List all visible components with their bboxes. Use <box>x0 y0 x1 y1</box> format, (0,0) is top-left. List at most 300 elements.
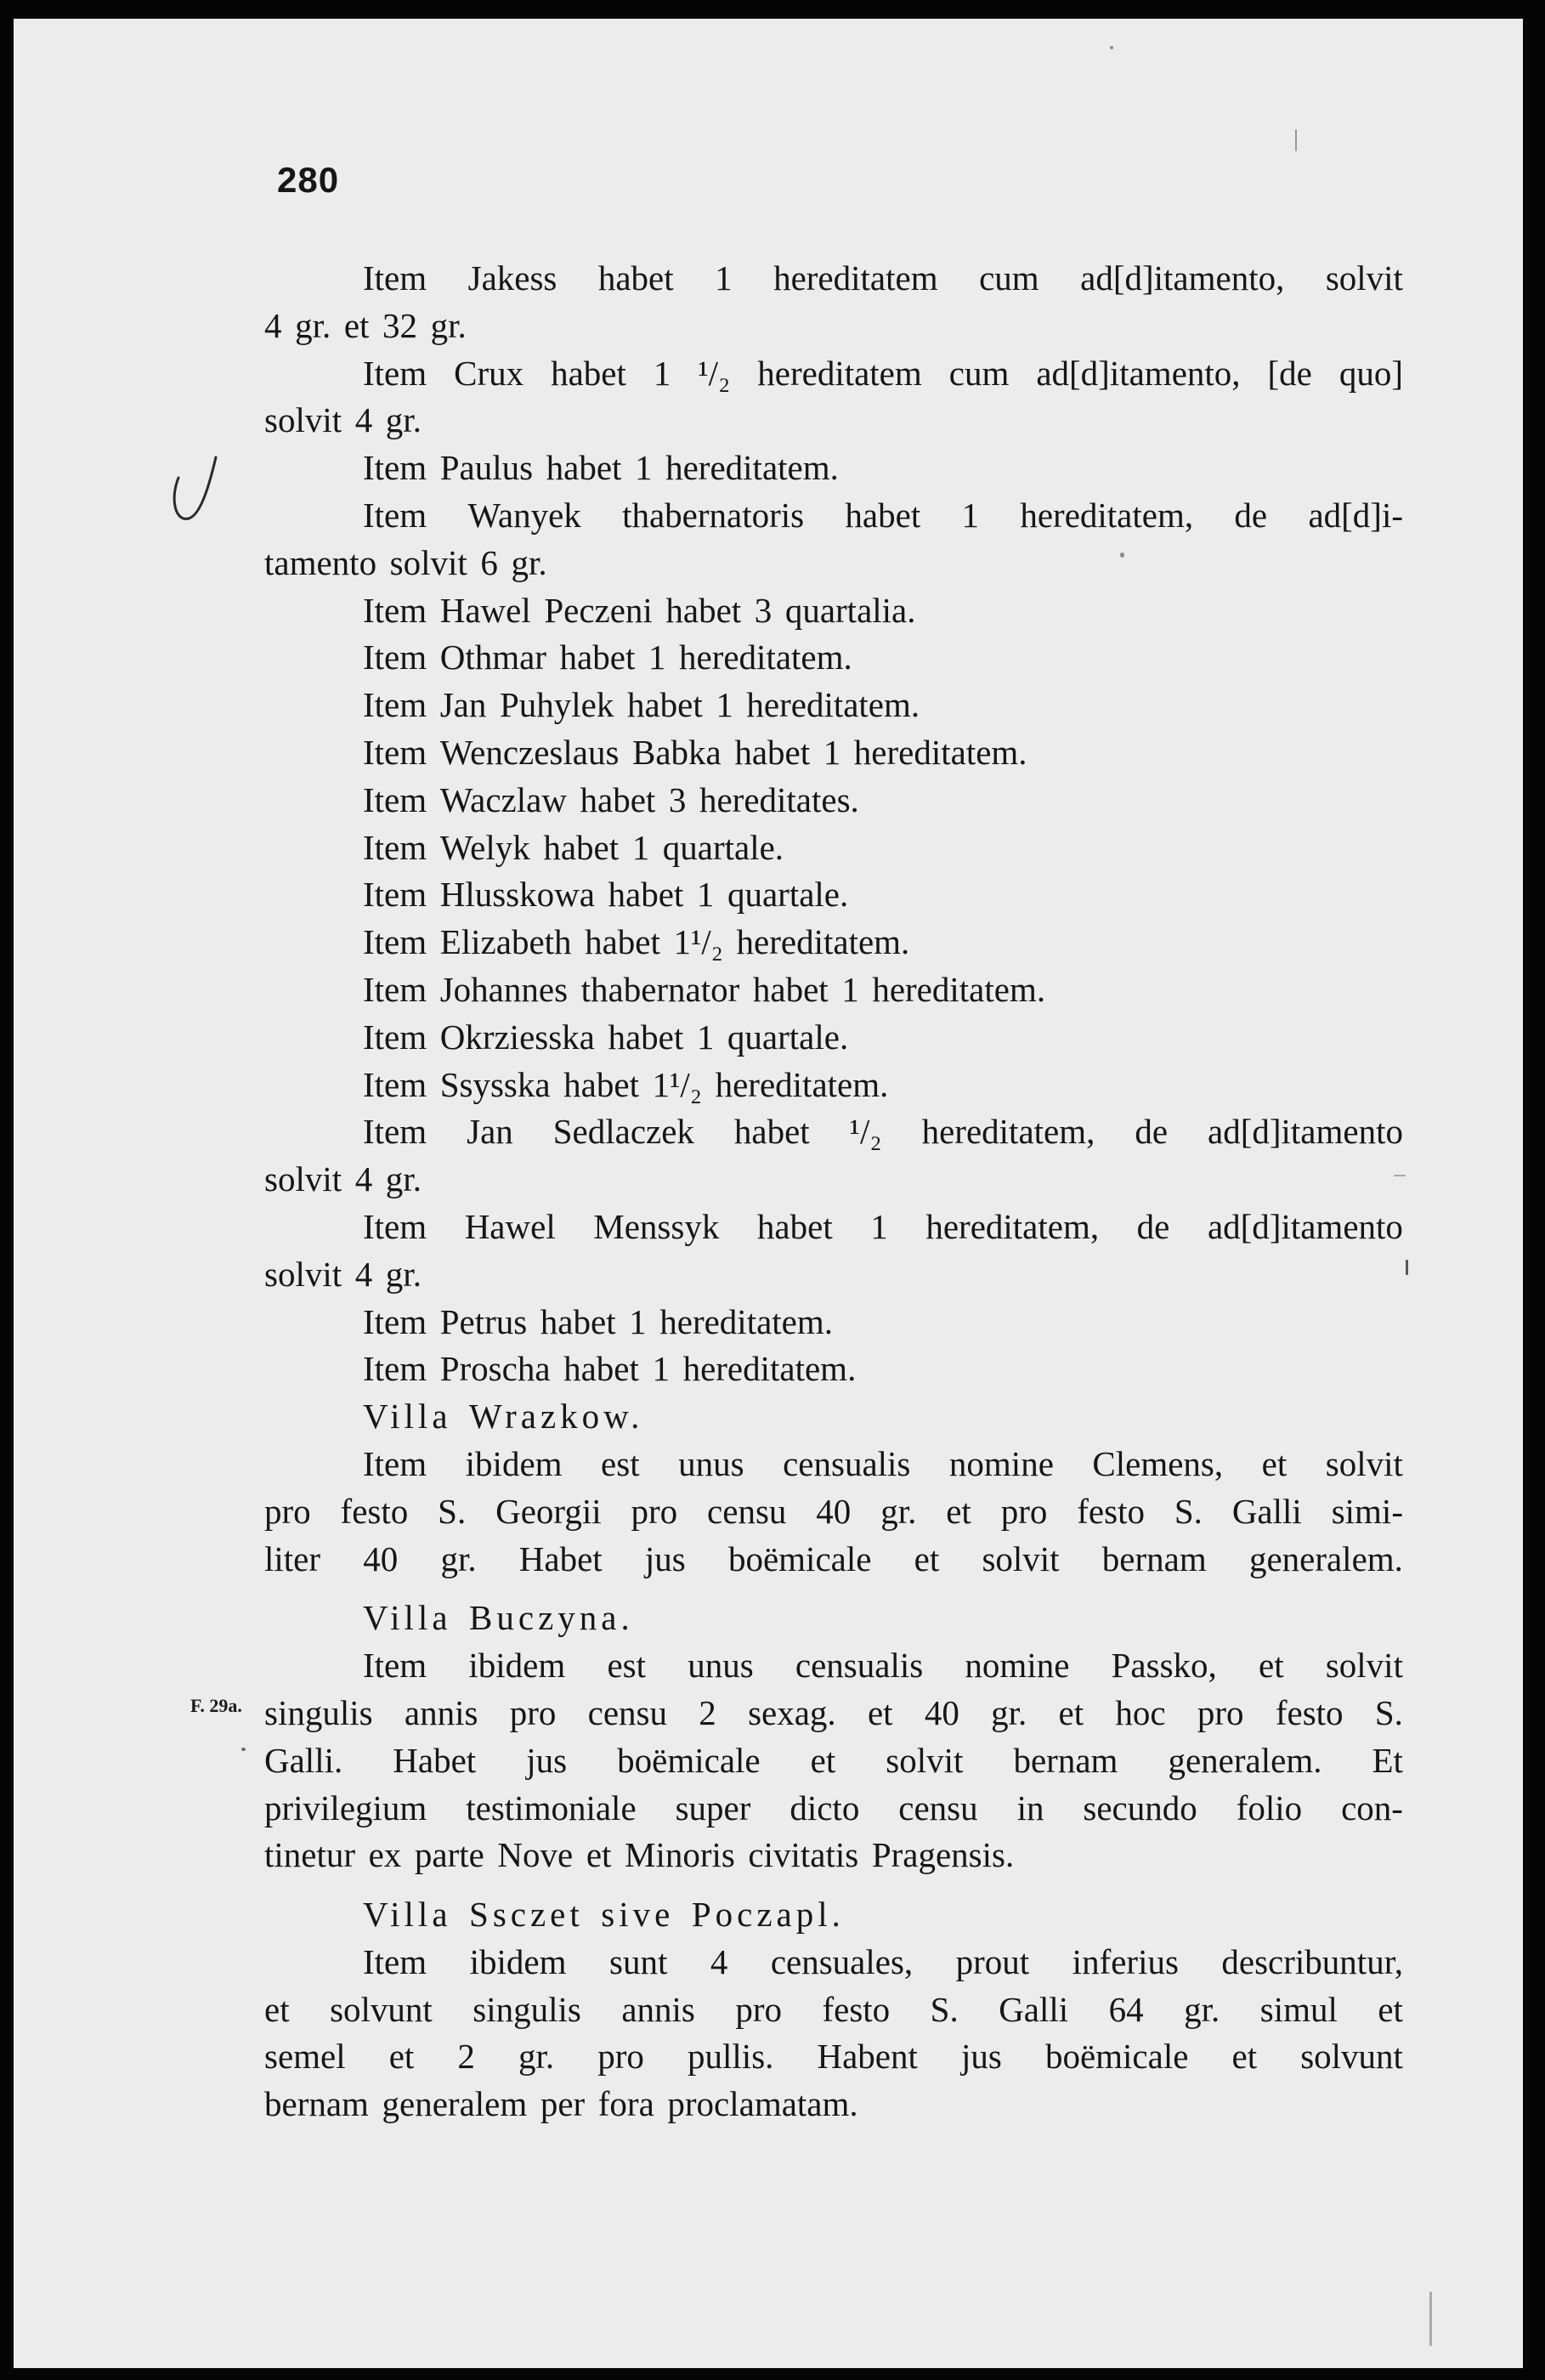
word: solvit <box>264 1159 342 1199</box>
word: pro <box>264 1491 311 1531</box>
word: ¹/₂ <box>849 1112 882 1152</box>
word: unus <box>678 1443 744 1483</box>
text-line <box>264 777 1403 824</box>
word: hereditatem. <box>853 732 1027 772</box>
word: pro <box>597 2037 644 2077</box>
word: ibidem <box>465 1443 563 1483</box>
word: ad[d]itamento <box>1207 1206 1403 1246</box>
word: Item <box>363 638 427 677</box>
word: Jan <box>439 685 487 725</box>
word: Item <box>363 590 427 630</box>
word: et <box>1378 1989 1403 2029</box>
section-heading <box>264 1393 1403 1441</box>
word: censualis <box>795 1646 924 1686</box>
word: 1 <box>696 1017 715 1057</box>
word: secundo <box>1083 1788 1197 1828</box>
word: nomine <box>948 1443 1054 1483</box>
text-line <box>264 824 1403 872</box>
word: 64 <box>1108 1989 1144 2029</box>
word: S. <box>1174 1491 1203 1531</box>
word: Hawel <box>439 590 531 630</box>
word: et <box>388 2037 415 2077</box>
word: super <box>675 1788 751 1828</box>
word: 1¹/₂ <box>673 922 723 962</box>
word: habet <box>540 1301 616 1341</box>
word: 4 <box>354 1159 373 1199</box>
text-line <box>264 1785 1403 1833</box>
paper-speck <box>1120 552 1124 558</box>
word: 1 <box>648 638 666 677</box>
word: 3 <box>754 590 772 630</box>
text-line <box>264 682 1403 729</box>
word: tinetur <box>264 1835 356 1875</box>
word: simi- <box>1331 1491 1403 1531</box>
text-line <box>264 2033 1403 2081</box>
text-line <box>264 1299 1403 1346</box>
text-line <box>264 1062 1403 1109</box>
word: Georgii <box>495 1491 602 1531</box>
word: thabernatoris <box>622 495 805 535</box>
word: Item <box>363 922 427 962</box>
word: hereditatem, <box>921 1112 1095 1152</box>
word: Peczeni <box>544 590 653 630</box>
word: generalem. <box>1168 1740 1322 1780</box>
word: censu <box>898 1788 978 1828</box>
word: Habet <box>518 1538 603 1578</box>
word: folio <box>1236 1788 1303 1828</box>
word: Item <box>363 1443 427 1483</box>
word: 2 <box>457 2037 475 2077</box>
text-line <box>264 350 1403 398</box>
word: boëmicale <box>1044 2037 1189 2077</box>
word: jus <box>961 2037 1002 2077</box>
word: habet <box>665 590 742 630</box>
text-line <box>264 1014 1403 1062</box>
word: Habent <box>817 2037 918 2077</box>
word: Item <box>363 1017 427 1057</box>
word: pro <box>735 1989 783 2029</box>
page-number: 280 <box>277 160 340 200</box>
word: solvit <box>264 1254 342 1294</box>
text-line <box>264 1156 1403 1204</box>
word: dicto <box>789 1788 860 1828</box>
word: ¹/₂ <box>698 353 731 393</box>
word: Item <box>363 1941 427 1981</box>
word: 1 <box>716 685 733 725</box>
word: Villa <box>363 1397 452 1436</box>
word: Babka <box>632 732 722 772</box>
text-line <box>264 1690 1403 1737</box>
word: Othmar <box>439 638 546 677</box>
word: Menssyk <box>593 1206 720 1246</box>
word: gr. <box>295 305 331 345</box>
word: et <box>1058 1692 1084 1732</box>
word: quartalia. <box>784 590 916 630</box>
word: 1 <box>653 353 671 393</box>
word: Item <box>363 1349 427 1389</box>
word: liter <box>264 1538 321 1578</box>
word: semel <box>264 2037 346 2077</box>
word: ad[d]i- <box>1308 495 1403 535</box>
word: Okrziesska <box>439 1017 595 1057</box>
word: Item <box>363 732 427 772</box>
word: annis <box>404 1692 478 1732</box>
word: gr. <box>1184 1989 1220 2029</box>
word: habet <box>756 1206 833 1246</box>
word: Item <box>363 448 427 488</box>
word: solvunt <box>330 1989 433 2029</box>
word: sunt <box>608 1941 668 1981</box>
word: ex <box>368 1835 402 1875</box>
word: 4 <box>354 1254 373 1294</box>
word: S. <box>438 1491 467 1531</box>
word: Galli <box>999 1989 1069 2029</box>
word: hereditates. <box>699 779 859 819</box>
word: sive <box>601 1895 675 1935</box>
word: Wanyek <box>467 495 581 535</box>
word: Hawel <box>464 1206 556 1246</box>
word: tamento <box>264 542 377 582</box>
word: cum <box>948 353 1010 393</box>
word: habet <box>626 685 703 725</box>
word: quartale. <box>662 827 784 867</box>
word: Crux <box>454 353 524 393</box>
word: habet <box>608 875 684 915</box>
word: gr. <box>511 542 547 582</box>
word: hereditatem, <box>1020 495 1194 535</box>
word: festo <box>340 1491 409 1531</box>
word: singulis <box>264 1692 373 1732</box>
word: pro <box>1197 1692 1244 1732</box>
word: Item <box>363 1301 427 1341</box>
text-line <box>264 1108 1403 1156</box>
word: est <box>607 1646 646 1686</box>
word: 4 <box>354 400 373 440</box>
word: Petrus <box>439 1301 528 1341</box>
word: 1 <box>631 827 650 867</box>
word: Et <box>1372 1740 1403 1780</box>
word: gr. <box>440 1538 477 1578</box>
word: 40 <box>924 1692 959 1732</box>
word: Johannes <box>439 969 569 1009</box>
word: generalem. <box>1248 1538 1403 1578</box>
word: Jakess <box>467 258 557 298</box>
word: privilegium <box>264 1788 427 1828</box>
word: 1 <box>629 1301 647 1341</box>
word: Passko, <box>1111 1646 1217 1686</box>
word: bernam <box>264 2084 369 2124</box>
word: S. <box>930 1989 959 2029</box>
word: Elizabeth <box>439 922 572 962</box>
text-line <box>264 255 1403 303</box>
word: 1 <box>870 1206 888 1246</box>
word: 3 <box>668 779 687 819</box>
word: in <box>1016 1788 1044 1828</box>
paper-speck <box>1110 46 1113 49</box>
word: habet <box>733 1112 810 1152</box>
word: Item <box>363 875 427 915</box>
word: Item <box>363 779 427 819</box>
word: 1¹/₂ <box>652 1064 703 1104</box>
word: solvit <box>1325 1646 1403 1686</box>
word: Clemens, <box>1092 1443 1224 1483</box>
word: jus <box>526 1740 568 1780</box>
word: 1 <box>961 495 980 535</box>
word: 1 <box>715 258 733 298</box>
text-line <box>264 729 1403 777</box>
word: solvit <box>886 1740 964 1780</box>
text-line <box>264 1939 1403 1986</box>
word: jus <box>644 1538 686 1578</box>
word: Buczyna. <box>469 1598 634 1638</box>
text-line <box>264 966 1403 1014</box>
word: Hlusskowa <box>439 875 595 915</box>
word: 40 <box>363 1538 399 1578</box>
word: Wenczeslaus <box>439 732 620 772</box>
word: gr. <box>518 2037 555 2077</box>
word: per <box>540 2084 586 2124</box>
word: Poczapl. <box>691 1895 845 1935</box>
word: hereditatem <box>757 353 922 393</box>
word: solvit <box>1325 258 1403 298</box>
folio-margin-note: F. 29a. <box>190 1695 242 1716</box>
word: parte <box>414 1835 484 1875</box>
word: habet <box>608 1017 684 1057</box>
word: Item <box>363 1064 427 1104</box>
word: solvit <box>1325 1443 1403 1483</box>
word: civitatis <box>748 1835 859 1875</box>
word: singulis <box>473 1989 581 2029</box>
word: ibidem <box>469 1941 567 1981</box>
word: 32 <box>382 305 417 345</box>
word: Jan <box>467 1112 513 1152</box>
word: 2 <box>699 1692 716 1732</box>
word: 1 <box>652 1349 670 1389</box>
word: censuales, <box>770 1941 914 1981</box>
paper-speck <box>1429 2292 1432 2346</box>
word: 40 <box>816 1491 852 1531</box>
word: pro <box>509 1692 557 1732</box>
word: de <box>1135 1112 1169 1152</box>
word: hereditatem. <box>872 969 1046 1009</box>
word: hereditatem, <box>925 1206 1100 1246</box>
word: Minoris <box>624 1835 735 1875</box>
word: gr. <box>991 1692 1027 1732</box>
word: solvit <box>389 542 467 582</box>
text-line <box>264 1251 1403 1299</box>
paper-speck <box>1406 1260 1408 1275</box>
word: quartale. <box>727 875 849 915</box>
word: solvit <box>264 400 342 440</box>
word: Proscha <box>439 1349 551 1389</box>
word: hereditatem. <box>665 448 839 488</box>
word: annis <box>621 1989 695 2029</box>
word: hereditatem. <box>659 1301 834 1341</box>
word: describuntur, <box>1221 1941 1403 1981</box>
word: solvunt <box>1300 2037 1403 2077</box>
word: quartale. <box>727 1017 849 1057</box>
word: Habet <box>393 1740 477 1780</box>
word: Item <box>363 1206 427 1246</box>
word: festo <box>822 1989 891 2029</box>
text-line <box>264 540 1403 587</box>
word: de <box>1136 1206 1170 1246</box>
word: festo <box>1275 1692 1344 1732</box>
word: generalem <box>382 2084 528 2124</box>
word: Puhylek <box>499 685 614 725</box>
paper-speck <box>1394 1175 1406 1176</box>
word: pullis. <box>688 2037 774 2077</box>
word: et <box>586 1835 612 1875</box>
word: censualis <box>783 1443 911 1483</box>
word: S. <box>1374 1692 1403 1732</box>
word: habet <box>752 969 829 1009</box>
text-line <box>264 1346 1403 1393</box>
word: hereditatem. <box>746 685 920 725</box>
word: et <box>1231 2037 1258 2077</box>
word: habet <box>563 1064 639 1104</box>
word: Item <box>363 969 427 1009</box>
word: fora <box>597 2084 654 2124</box>
word: Paulus <box>439 448 534 488</box>
text-line <box>264 397 1403 445</box>
word: bernam <box>1101 1538 1207 1578</box>
word: hoc <box>1115 1692 1166 1732</box>
word: habet <box>585 922 660 962</box>
text-line <box>264 1832 1403 1879</box>
paper-speck <box>1295 129 1297 151</box>
text-line <box>264 1488 1403 1536</box>
word: pro <box>1000 1491 1048 1531</box>
word: ad[d]itamento <box>1208 1112 1403 1152</box>
word: hereditatem. <box>715 1064 889 1104</box>
word: habet <box>546 448 622 488</box>
text-line <box>264 303 1403 350</box>
word: hereditatem. <box>736 922 910 962</box>
word: 6 <box>480 542 498 582</box>
word: testimoniale <box>466 1788 637 1828</box>
word: 1 <box>696 875 715 915</box>
word: Item <box>363 827 427 867</box>
word: unus <box>688 1646 754 1686</box>
word: et <box>343 305 370 345</box>
word: festo <box>1077 1491 1145 1531</box>
word: est <box>601 1443 640 1483</box>
paper-speck <box>241 1748 246 1751</box>
word: hereditatem <box>773 258 938 298</box>
word: thabernator <box>580 969 740 1009</box>
text-line <box>264 587 1403 635</box>
word: Ssysska <box>439 1064 551 1104</box>
pencil-mark-icon <box>167 452 221 529</box>
word: proclamatam. <box>667 2084 858 2124</box>
text-line <box>264 492 1403 540</box>
word: nomine <box>965 1646 1070 1686</box>
word: Ssczet <box>469 1895 584 1935</box>
word: Waczlaw <box>439 779 567 819</box>
word: Item <box>363 685 427 725</box>
word: Welyk <box>439 827 530 867</box>
word: Galli <box>1231 1491 1302 1531</box>
text-line <box>264 919 1403 966</box>
document-page <box>14 19 1523 2368</box>
word: et <box>946 1491 971 1531</box>
word: 1 <box>841 969 859 1009</box>
text-line <box>264 2081 1403 2128</box>
word: Wrazkow. <box>469 1397 644 1436</box>
word: gr. <box>385 1159 422 1199</box>
word: ibidem <box>468 1646 566 1686</box>
word: habet <box>580 779 656 819</box>
word: cum <box>979 258 1039 298</box>
word: solvit <box>982 1538 1060 1578</box>
word: Villa <box>363 1598 452 1638</box>
word: habet <box>543 827 620 867</box>
word: [de <box>1267 353 1312 393</box>
word: boëmicale <box>617 1740 761 1780</box>
paragraph-gap <box>264 1583 1403 1595</box>
word: 4 <box>264 305 282 345</box>
word: censu <box>587 1692 667 1732</box>
word: ad[d]itamento, <box>1036 353 1241 393</box>
word: Villa <box>363 1895 452 1935</box>
word: Nove <box>497 1835 574 1875</box>
word: gr. <box>385 1254 422 1294</box>
word: hereditatem. <box>682 1349 857 1389</box>
text-line <box>264 1441 1403 1488</box>
word: 1 <box>635 448 653 488</box>
word: Pragensis. <box>871 1835 1015 1875</box>
word: sexag. <box>748 1692 836 1732</box>
word: pro <box>631 1491 678 1531</box>
word: simul <box>1259 1989 1338 2029</box>
word: gr. <box>430 305 467 345</box>
word: et <box>867 1692 893 1732</box>
section-heading <box>264 1891 1403 1939</box>
text-line <box>264 634 1403 682</box>
word: gr. <box>880 1491 917 1531</box>
word: 4 <box>710 1941 728 1981</box>
text-line <box>264 1204 1403 1251</box>
word: gr. <box>385 400 422 440</box>
word: prout <box>955 1941 1030 1981</box>
text-line <box>264 1737 1403 1785</box>
word: boëmicale <box>727 1538 872 1578</box>
word: 1 <box>823 732 841 772</box>
word: habet <box>597 258 674 298</box>
section-heading <box>264 1595 1403 1642</box>
word: habet <box>734 732 811 772</box>
word: Sedlaczek <box>552 1112 694 1152</box>
word: hereditatem. <box>679 638 852 677</box>
word: Item <box>363 258 427 298</box>
word: et <box>1259 1646 1284 1686</box>
text-line <box>264 871 1403 919</box>
text-line <box>264 1986 1403 2034</box>
word: Galli. <box>264 1740 343 1780</box>
document-body <box>264 255 1403 2128</box>
word: censu <box>707 1491 787 1531</box>
word: quo] <box>1338 353 1403 393</box>
word: Item <box>363 353 427 393</box>
word: habet <box>551 353 626 393</box>
word: ad[d]itamento, <box>1080 258 1285 298</box>
text-line <box>264 1536 1403 1584</box>
word: habet <box>845 495 921 535</box>
word: Item <box>363 1112 427 1152</box>
word: et <box>1261 1443 1288 1483</box>
word: et <box>810 1740 836 1780</box>
